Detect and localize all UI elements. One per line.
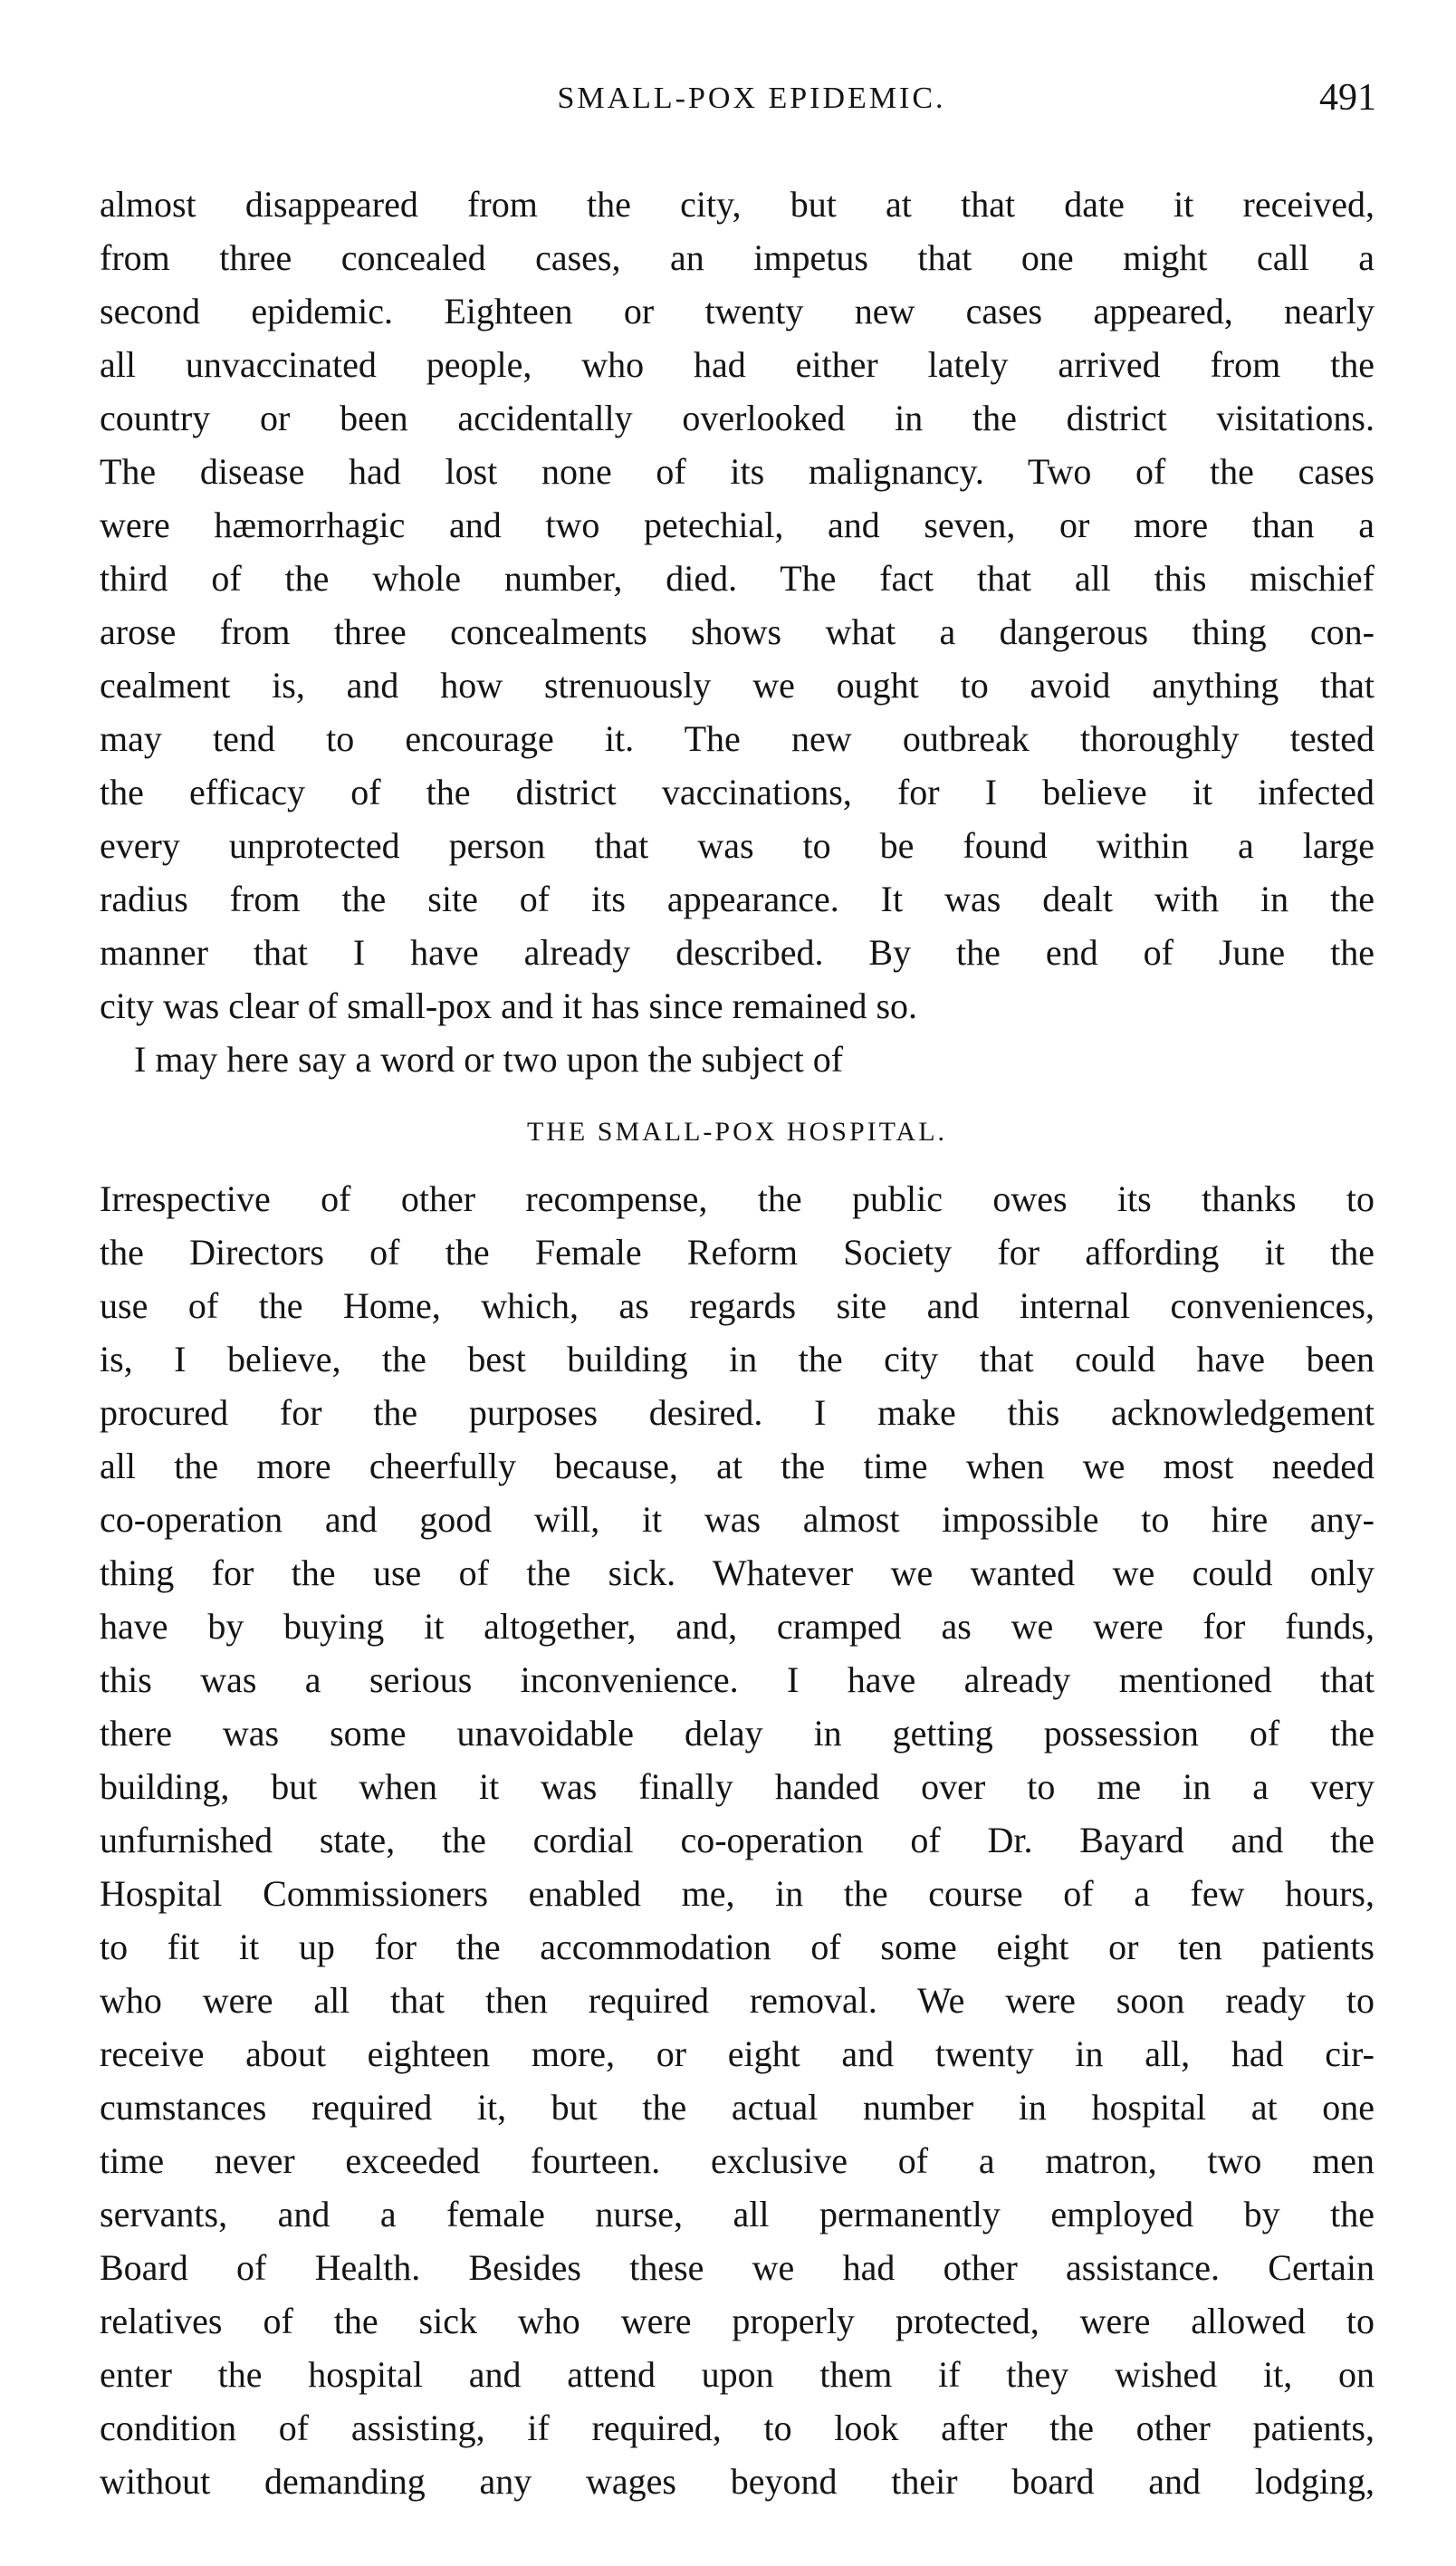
text-line: to fit it up for the accommodation of some eight or ten patients [100,1927,1375,1967]
text-line: there was some unavoidable delay in getting possession of the [100,1713,1375,1754]
text-line: thing for the use of the sick. Whatever we wanted we could only [100,1552,1375,1593]
text-line: country or been accidentally overlooked in the district visitations. [100,398,1375,438]
text-line: receive about eighteen more, or eight and twenty in all, had cir- [100,2033,1375,2074]
text-line: second epidemic. Eighteen or twenty new cases appeared, nearly [100,291,1375,332]
text-line: co-operation and good will, it was almost impossible to hire any- [100,1499,1375,1540]
text-line: may tend to encourage it. The new outbreak thoroughly tested [100,718,1375,759]
text-line: Hospital Commissioners enabled me, in the course of a few hours, [100,1873,1375,1914]
text-line: city was clear of small-pox and it has since remained so. [100,985,918,1026]
text-line: arose from three concealments shows what a dangerous thing con- [100,611,1375,652]
text-line: third of the whole number, died. The fact that all this mischief [100,558,1375,599]
page-number: 491 [1319,77,1376,119]
text-line: Board of Health. Besides these we had other assistance. Certain [100,2247,1375,2288]
text-line: this was a serious inconvenience. I have already mentioned that [100,1659,1375,1700]
running-title: SMALL-POX EPIDEMIC. [557,82,946,115]
text-line: procured for the purposes desired. I make this acknowledgement [100,1392,1375,1433]
text-line: were hæmorrhagic and two petechial, and seven, or more than a [100,505,1375,545]
text-line: time never exceeded fourteen. exclusive of a matron, two men [100,2140,1375,2181]
text-line: manner that I have already described. By the end of June the [100,932,1375,973]
text-line: cumstances required it, but the actual number in hospital at one [100,2087,1375,2128]
text-line: all unvaccinated people, who had either lately arrived from the [100,344,1375,385]
text-line: who were all that then required removal. We were soon ready to [100,1980,1375,2021]
text-line: almost disappeared from the city, but at that date it received, [100,184,1375,225]
text-line: without demanding any wages beyond their board and lodging, [100,2461,1375,2502]
text-line-intro: I may here say a word or two upon the subject of [134,1039,844,1080]
text-block-epidemic [100,178,1375,1086]
text-line: enter the hospital and attend upon them if they wished it, on [100,2354,1375,2395]
text-line: unfurnished state, the cordial co-operation of Dr. Bayard and the [100,1820,1375,1860]
text-line: building, but when it was finally handed over to me in a very [100,1766,1375,1807]
text-line: The disease had lost none of its malignancy. Two of the cases [100,451,1375,492]
section-heading: THE SMALL-POX HOSPITAL. [526,1117,948,1147]
text-line: cealment is, and how strenuously we ought to avoid anything that [100,665,1375,706]
text-line: the efficacy of the district vaccinations, for I believe it infected [100,772,1375,812]
text-line: have by buying it altogether, and, cramped as we were for funds, [100,1606,1375,1647]
text-line: relatives of the sick who were properly protected, were allowed to [100,2301,1375,2341]
text-block-hospital [100,1172,1375,2508]
text-line: servants, and a female nurse, all permanently employed by the [100,2194,1375,2234]
running-header [100,76,1376,130]
text-line: condition of assisting, if required, to look after the other patients, [100,2407,1375,2448]
text-line: use of the Home, which, as regards site and internal conveniences, [100,1285,1375,1326]
text-line: radius from the site of its appearance. It was dealt with in the [100,879,1375,919]
text-line: the Directors of the Female Reform Society for affording it the [100,1232,1375,1273]
text-line: every unprotected person that was to be found within a large [100,825,1375,866]
text-line: from three concealed cases, an impetus that one might call a [100,237,1375,278]
text-line: Irrespective of other recompense, the public owes its thanks to [100,1178,1375,1219]
text-line: all the more cheerfully because, at the time when we most needed [100,1446,1375,1486]
text-line: is, I believe, the best building in the city that could have been [100,1339,1375,1379]
